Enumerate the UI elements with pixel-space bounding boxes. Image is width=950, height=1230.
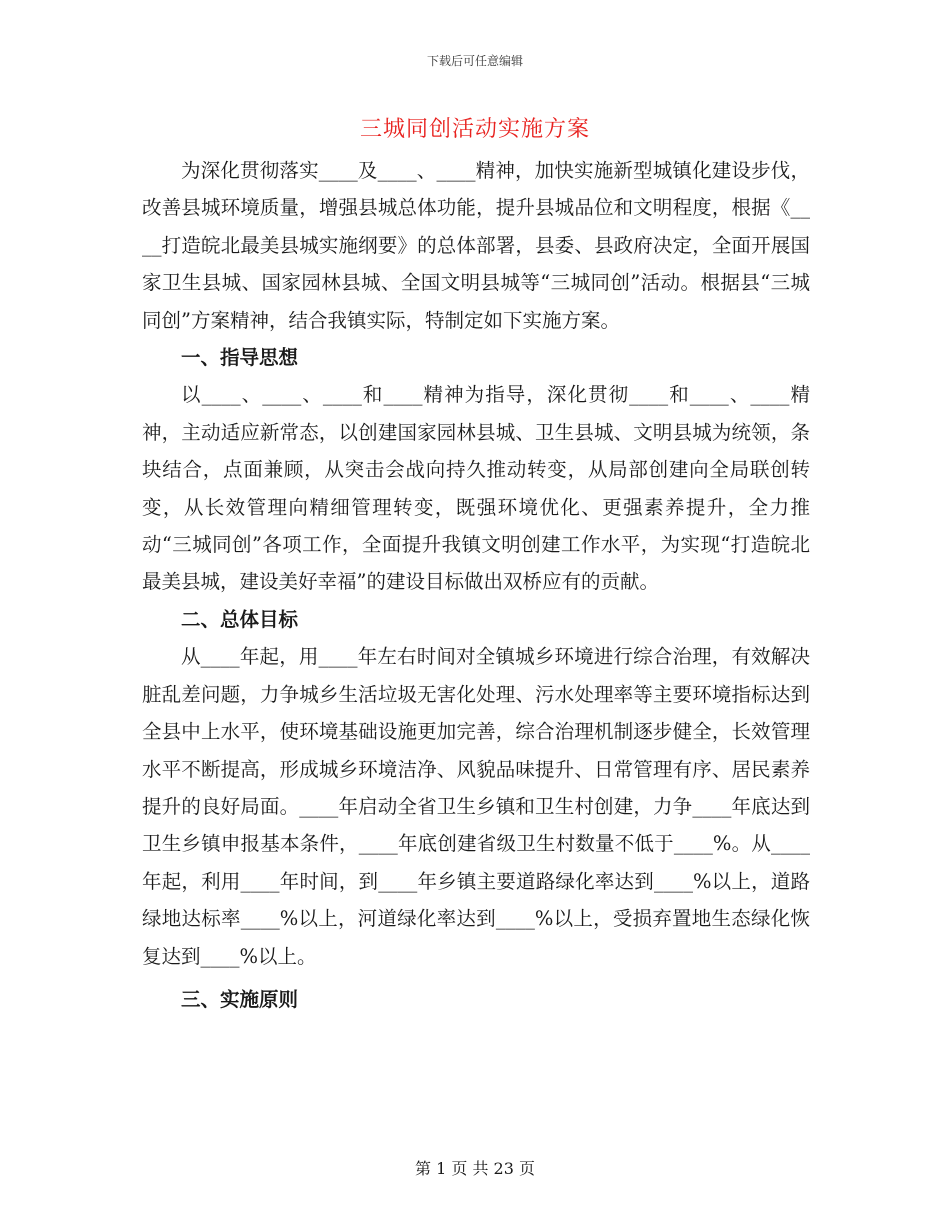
page-header-note: 下载后可任意编辑 [426, 54, 523, 68]
section-heading-guiding-ideology: 一、指导思想 [181, 346, 299, 370]
section-paragraph-overall-goal: 从____年起，用____年左右时间对全镇城乡环境进行综合治理，有效解决脏乱差问题，力争城乡生活垃圾无害化处理、污水处理率等主要环境指标达到全县中上水平，使环境基础设施更加完善，综合治理机制逐步健全，长效管理水平不断提高，形成城乡环境洁净、风貌品味提升、日常管理有序、居民素养提升的良好局面。____年启动全省卫生乡镇和卫生村创建，力争____年底达到卫生乡镇申报基本条件，____年底创建省级卫生村数量不低于____%。从____年起，利用____年时间，到____年乡镇主要道路绿化率达到____%以上，道路绿地达标率____%以上，河道绿化率达到____%以上，受损弃置地生态绿化恢复达到____%以上。 [142, 645, 810, 968]
page-number-footer: 第 1 页 共 23 页 [415, 1159, 535, 1178]
section-heading-overall-goal: 二、总体目标 [181, 607, 299, 631]
intro-paragraph: 为深化贯彻落实____及____、____精神，加快实施新型城镇化建设步伐，改善县城环境质量，增强县城总体功能，提升县城品位和文明程度，根据《____打造皖北最美县城实施纲要》的总体部署，县委、县政府决定，全面开展国家卫生县城、国家园林县城、全国文明县城等“三城同创”活动。根据县“三城同创”方案精神，结合我镇实际，特制定如下实施方案。 [142, 159, 810, 332]
document-title: 三城同创活动实施方案 [359, 117, 590, 142]
section-heading-principles: 三、实施原则 [181, 987, 299, 1011]
document-body [142, 152, 810, 1018]
section-paragraph-guiding-ideology: 以____、____、____和____精神为指导，深化贯彻____和____、____精神，主动适应新常态，以创建国家园林县城、卫生县城、文明县城为统领，条块结合，点面兼顾，从突击会战向持久推动转变，从局部创建向全局联创转变，从长效管理向精细管理转变，既强环境优化、更强素养提升，全力推动“三城同创”各项工作，全面提升我镇文明创建工作水平，为实现“打造皖北最美县城，建设美好幸福”的建设目标做出双桥应有的贡献。 [142, 383, 810, 594]
